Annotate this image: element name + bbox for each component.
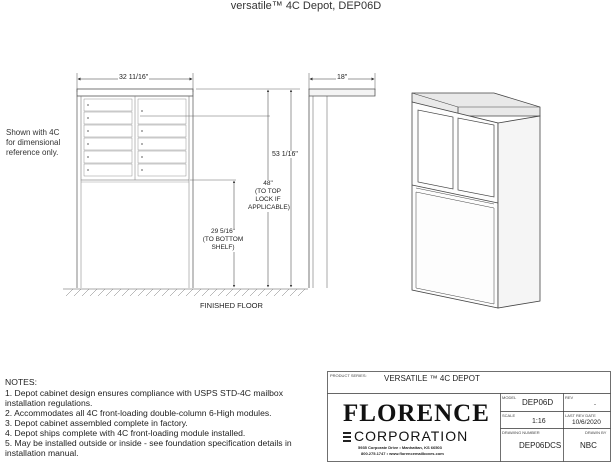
rev-label: REV xyxy=(565,395,574,400)
top-lock-height: 48" xyxy=(263,180,273,187)
reference-note-3: reference only. xyxy=(6,148,59,157)
bottom-shelf-height: 29 5/16" xyxy=(211,228,235,235)
product-series-value: VERSATILE ™ 4C DEPOT xyxy=(384,374,480,383)
reference-note-2: for dimensional xyxy=(6,138,61,147)
last-rev-date-label: LAST REV DATE xyxy=(565,413,596,418)
drawn-by-label: DRAWN BY xyxy=(585,430,607,435)
drawing-number-label: DRAWING NUMBER xyxy=(502,430,540,435)
note-line: 1. Depot cabinet design ensures compliance with USPS STD-4C mailbox xyxy=(5,388,283,398)
note-line: installation regulations. xyxy=(5,398,93,408)
note-line: 2. Accommodates all 4C front-loading double-column 6-High modules. xyxy=(5,408,272,418)
drawing-title: versatile™ 4C Depot, DEP06D xyxy=(230,0,382,12)
notes-heading: NOTES: xyxy=(5,377,37,387)
company-address: 5935 Corporate Drive • Manhattan, KS 66503 xyxy=(358,445,442,450)
model-value: DEP06D xyxy=(522,398,554,407)
top-lock-note-1: (TO TOP xyxy=(254,188,281,195)
model-label: MODEL xyxy=(502,395,517,400)
finished-floor-label: FINISHED FLOOR xyxy=(200,301,263,310)
note-line: 5. May be installed outside or inside - see foundation specification details in xyxy=(5,438,292,448)
product-series-label: PRODUCT SERIES: xyxy=(330,373,367,378)
note-line: 4. Depot ships complete with 4C front-loading module installed. xyxy=(5,428,246,438)
company-name-line1: FLORENCE xyxy=(343,400,490,427)
company-name-line2: CORPORATION xyxy=(354,428,469,444)
company-contact: 800.275.1747 • www.florencemailboxes.com xyxy=(361,451,444,456)
bottom-shelf-note-1: (TO BOTTOM xyxy=(202,236,244,243)
rev-value: - xyxy=(594,402,596,408)
drawing-number-value: DEP06DCS xyxy=(519,441,562,450)
note-line: installation manual. xyxy=(5,448,79,458)
note-line: 3. Depot cabinet assembled complete in factory. xyxy=(5,418,188,428)
logo-stripes xyxy=(343,432,351,442)
scale-label: SCALE xyxy=(502,413,516,418)
scale-value: 1:16 xyxy=(532,418,546,425)
width-dimension: 32 11/16" xyxy=(119,74,149,81)
bottom-shelf-note-2: SHELF) xyxy=(211,244,235,251)
overall-height-dimension: 53 1/16" xyxy=(272,151,298,158)
drawn-by-value: NBC xyxy=(580,441,597,450)
top-lock-note-2: LOCK IF xyxy=(255,196,281,203)
reference-note-1: Shown with 4C xyxy=(6,128,60,137)
top-lock-note-3: APPLICABLE) xyxy=(248,204,290,211)
last-rev-date-value: 10/6/2020 xyxy=(572,419,601,426)
depth-dimension: 18" xyxy=(337,74,348,81)
